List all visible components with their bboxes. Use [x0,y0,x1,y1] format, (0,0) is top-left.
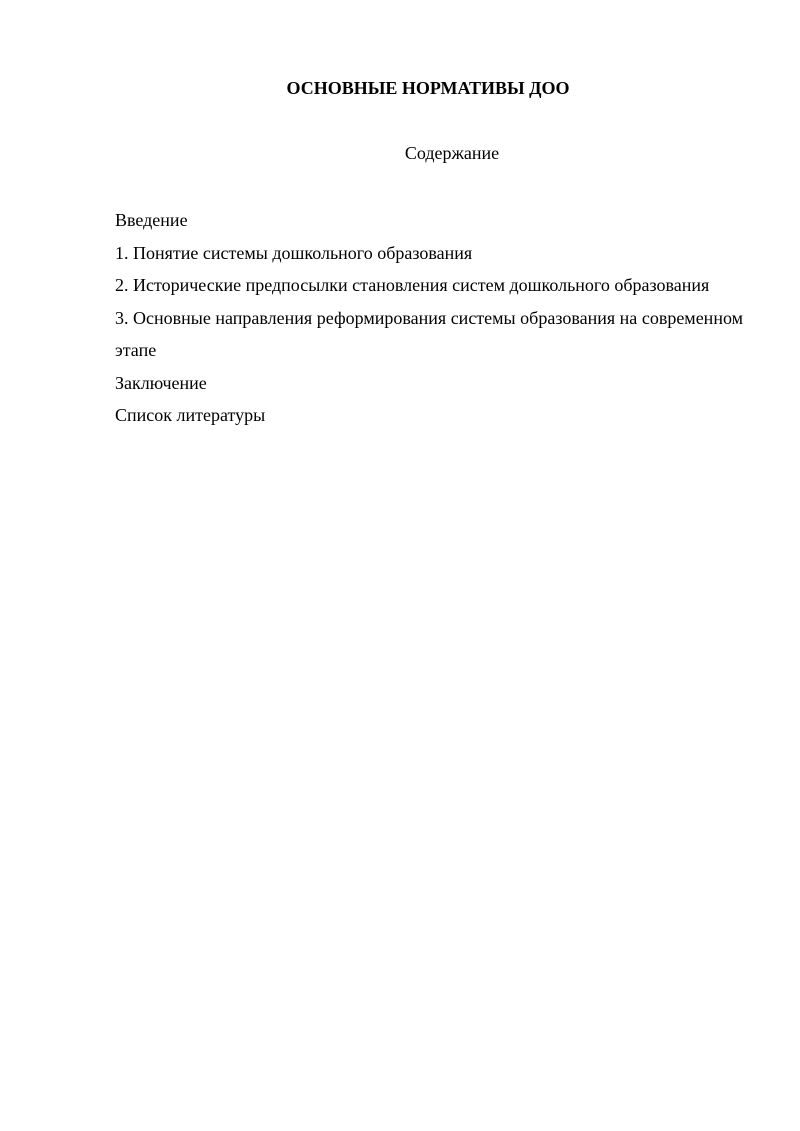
toc-item-chapter-1: 1. Понятие системы дошкольного образования [115,242,473,263]
toc-item-chapter-3: 3. Основные направления реформирования системы образования на современном этапе [115,307,743,360]
toc-item-chapter-2: 2. Исторические предпосылки становления систем дошкольного образования [115,275,710,295]
toc-item-conclusion: Заключение [115,372,207,393]
toc-item-introduction: Введение [115,210,188,230]
document-title: ОСНОВНЫЕ НОРМАТИВЫ ДОО [286,78,570,98]
toc-heading: Содержание [404,143,500,163]
toc-item-references: Список литературы [115,405,266,425]
table-of-contents [115,204,743,432]
